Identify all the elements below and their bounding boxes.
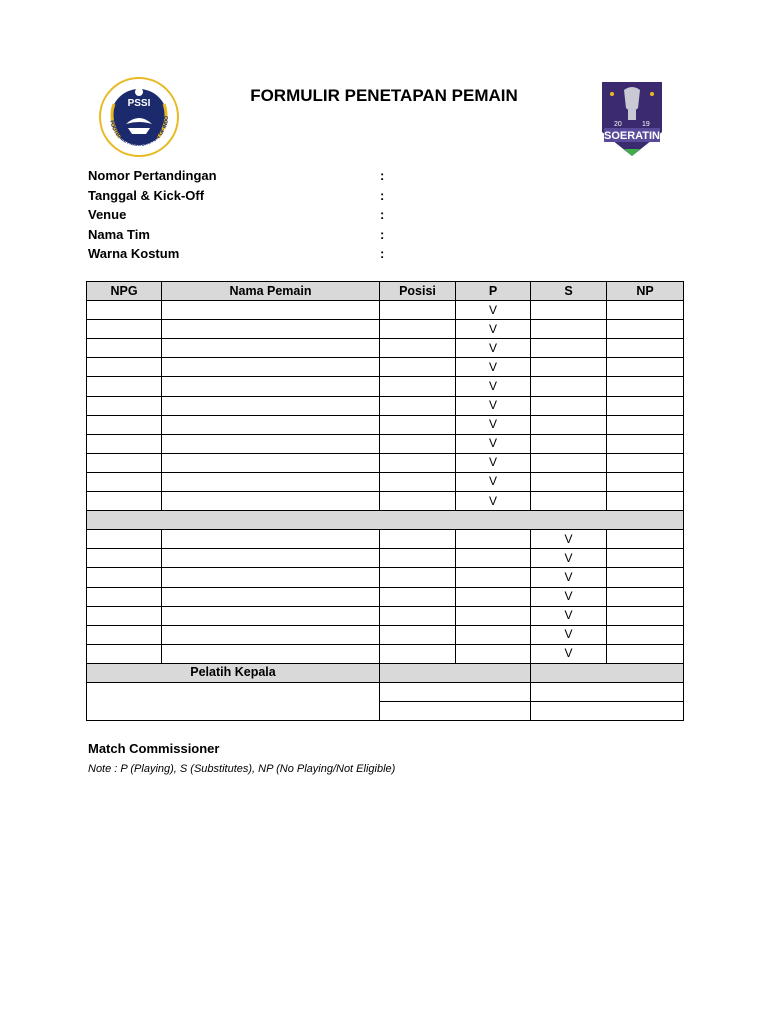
table-cell[interactable] [380, 434, 456, 453]
table-header-row [87, 282, 684, 301]
starting-player-row [87, 358, 684, 377]
table-cell[interactable] [162, 320, 380, 339]
substitute-player-row [87, 549, 684, 568]
table-cell[interactable] [87, 320, 162, 339]
check-mark[interactable]: V [531, 606, 607, 625]
substitute-player-row [87, 606, 684, 625]
table-cell[interactable] [607, 434, 684, 453]
starting-player-row [87, 492, 684, 511]
table-cell[interactable] [531, 396, 607, 415]
table-cell[interactable] [456, 530, 531, 549]
table-cell[interactable] [607, 530, 684, 549]
table-cell[interactable] [607, 492, 684, 511]
table-cell[interactable] [87, 530, 162, 549]
table-cell[interactable] [531, 453, 607, 472]
table-cell[interactable] [607, 568, 684, 587]
table-cell[interactable] [87, 568, 162, 587]
legend-note: Note : P (Playing), S (Substitutes), NP (No Playing/Not Eligible) [88, 763, 396, 775]
info-colon: : [380, 226, 385, 242]
check-mark[interactable]: V [531, 530, 607, 549]
table-cell[interactable] [87, 644, 162, 663]
table-cell[interactable] [607, 358, 684, 377]
table-cell[interactable] [607, 472, 684, 491]
column-header-player-name: Nama Pemain [162, 282, 380, 301]
column-header-p: P [456, 282, 531, 301]
table-cell[interactable] [607, 301, 684, 320]
check-mark[interactable]: V [456, 434, 531, 453]
table-cell[interactable] [87, 606, 162, 625]
check-mark[interactable]: V [456, 358, 531, 377]
starting-player-row [87, 415, 684, 434]
check-mark[interactable]: V [456, 396, 531, 415]
table-cell[interactable] [162, 568, 380, 587]
info-row-match-number [88, 166, 508, 186]
table-cell[interactable] [162, 549, 380, 568]
column-header-np: NP [607, 282, 684, 301]
check-mark[interactable]: V [456, 415, 531, 434]
table-cell[interactable] [162, 644, 380, 663]
table-cell[interactable] [380, 453, 456, 472]
page-title: FORMULIR PENETAPAN PEMAIN [250, 86, 518, 105]
check-mark[interactable]: V [456, 301, 531, 320]
starting-player-row [87, 472, 684, 491]
info-row-venue [88, 205, 508, 225]
table-cell[interactable] [456, 644, 531, 663]
table-cell[interactable] [87, 396, 162, 415]
table-cell[interactable] [87, 587, 162, 606]
table-cell[interactable] [531, 377, 607, 396]
substitute-player-row [87, 625, 684, 644]
table-cell[interactable] [87, 625, 162, 644]
table-cell[interactable] [380, 358, 456, 377]
roster-body [87, 301, 684, 721]
coach-name-field[interactable] [87, 682, 380, 720]
table-cell[interactable] [456, 587, 531, 606]
info-colon: : [380, 187, 385, 203]
check-mark[interactable]: V [456, 339, 531, 358]
table-cell[interactable] [607, 587, 684, 606]
table-cell[interactable] [380, 377, 456, 396]
coach-field[interactable] [380, 702, 531, 721]
table-cell[interactable] [87, 453, 162, 472]
table-cell[interactable] [380, 492, 456, 511]
info-label: Nomor Pertandingan [88, 168, 217, 184]
table-cell[interactable] [162, 606, 380, 625]
match-info [88, 166, 508, 264]
section-separator-row [87, 511, 684, 530]
coach-header-row [87, 663, 684, 682]
svg-text:PSSI: PSSI [127, 98, 151, 109]
table-cell[interactable] [87, 472, 162, 491]
info-label: Nama Tim [88, 226, 150, 242]
soeratin-logo-icon [596, 76, 668, 160]
table-cell[interactable] [531, 358, 607, 377]
table-cell[interactable] [456, 625, 531, 644]
table-cell[interactable] [380, 606, 456, 625]
coach-grey-cell [531, 663, 684, 682]
starting-player-row [87, 396, 684, 415]
table-cell[interactable] [531, 415, 607, 434]
coach-grey-cell [380, 663, 531, 682]
svg-text:20: 20 [614, 121, 622, 128]
table-cell[interactable] [162, 587, 380, 606]
table-cell[interactable] [162, 339, 380, 358]
svg-text:19: 19 [642, 121, 650, 128]
table-cell[interactable] [87, 415, 162, 434]
table-cell[interactable] [162, 434, 380, 453]
table-cell[interactable] [162, 396, 380, 415]
table-cell[interactable] [87, 549, 162, 568]
table-cell[interactable] [607, 320, 684, 339]
check-mark[interactable]: V [531, 644, 607, 663]
substitute-player-row [87, 568, 684, 587]
table-cell[interactable] [380, 301, 456, 320]
substitute-player-row [87, 587, 684, 606]
table-cell[interactable] [380, 415, 456, 434]
table-cell[interactable] [607, 396, 684, 415]
svg-text:SOERATIN: SOERATIN [603, 130, 661, 142]
table-cell[interactable] [162, 415, 380, 434]
table-cell[interactable] [380, 625, 456, 644]
check-mark[interactable]: V [531, 625, 607, 644]
table-cell[interactable] [87, 339, 162, 358]
table-cell[interactable] [607, 549, 684, 568]
table-cell[interactable] [162, 358, 380, 377]
table-cell[interactable] [380, 396, 456, 415]
separator-cell [87, 511, 684, 530]
table-cell[interactable] [531, 339, 607, 358]
starting-player-row [87, 339, 684, 358]
table-cell[interactable] [380, 472, 456, 491]
coach-label: Pelatih Kepala [87, 663, 380, 682]
table-cell[interactable] [607, 625, 684, 644]
info-colon: : [380, 207, 385, 223]
table-cell[interactable] [531, 472, 607, 491]
info-label: Warna Kostum [88, 246, 180, 262]
coach-field[interactable] [380, 682, 531, 701]
check-mark[interactable]: V [531, 568, 607, 587]
starting-player-row [87, 320, 684, 339]
check-mark[interactable]: V [531, 587, 607, 606]
table-cell[interactable] [380, 568, 456, 587]
starting-player-row [87, 434, 684, 453]
table-cell[interactable] [607, 415, 684, 434]
table-cell[interactable] [162, 530, 380, 549]
starting-player-row [87, 377, 684, 396]
table-cell[interactable] [87, 434, 162, 453]
info-label: Tanggal & Kick-Off [88, 187, 205, 203]
substitute-player-row [87, 644, 684, 663]
check-mark[interactable]: V [456, 320, 531, 339]
info-row-kit-color [88, 244, 508, 264]
info-colon: : [380, 168, 385, 184]
column-header-npg: NPG [87, 282, 162, 301]
table-cell[interactable] [607, 606, 684, 625]
table-cell[interactable] [607, 377, 684, 396]
table-cell[interactable] [607, 453, 684, 472]
check-mark[interactable]: V [456, 472, 531, 491]
table-cell[interactable] [380, 549, 456, 568]
table-cell[interactable] [87, 377, 162, 396]
table-cell[interactable] [380, 587, 456, 606]
table-cell[interactable] [531, 434, 607, 453]
table-cell[interactable] [380, 530, 456, 549]
coach-signature-row [87, 682, 684, 701]
table-cell[interactable] [456, 568, 531, 587]
pssi-logo-icon [98, 76, 180, 158]
table-cell[interactable] [607, 339, 684, 358]
table-cell[interactable] [87, 492, 162, 511]
table-cell[interactable] [162, 625, 380, 644]
table-cell[interactable] [380, 320, 456, 339]
table-cell[interactable] [531, 492, 607, 511]
svg-text:FOOTBALL ASSOCIATION OF INDONE: FOOTBALL ASSOCIATION OF INDO [108, 115, 171, 149]
coach-field[interactable] [531, 702, 684, 721]
check-mark[interactable]: V [456, 453, 531, 472]
table-cell[interactable] [456, 606, 531, 625]
table-cell[interactable] [162, 472, 380, 491]
table-cell[interactable] [87, 358, 162, 377]
starting-player-row [87, 453, 684, 472]
table-cell[interactable] [162, 453, 380, 472]
check-mark[interactable]: V [456, 377, 531, 396]
table-cell[interactable] [380, 644, 456, 663]
info-row-team-name [88, 225, 508, 245]
table-cell[interactable] [87, 301, 162, 320]
substitute-player-row [87, 530, 684, 549]
info-label: Venue [88, 207, 127, 223]
starting-player-row [87, 301, 684, 320]
table-cell[interactable] [162, 492, 380, 511]
column-header-position: Posisi [380, 282, 456, 301]
table-cell[interactable] [531, 301, 607, 320]
table-cell[interactable] [456, 549, 531, 568]
coach-field[interactable] [531, 682, 684, 701]
table-cell[interactable] [162, 377, 380, 396]
column-header-s: S [531, 282, 607, 301]
table-cell[interactable] [162, 301, 380, 320]
check-mark[interactable]: V [531, 549, 607, 568]
check-mark[interactable]: V [456, 492, 531, 511]
player-roster-table [86, 281, 684, 721]
info-colon: : [380, 246, 385, 262]
table-cell[interactable] [380, 339, 456, 358]
info-row-date-kickoff [88, 186, 508, 206]
match-commissioner-label: Match Commissioner [88, 741, 220, 756]
table-cell[interactable] [531, 320, 607, 339]
table-cell[interactable] [607, 644, 684, 663]
